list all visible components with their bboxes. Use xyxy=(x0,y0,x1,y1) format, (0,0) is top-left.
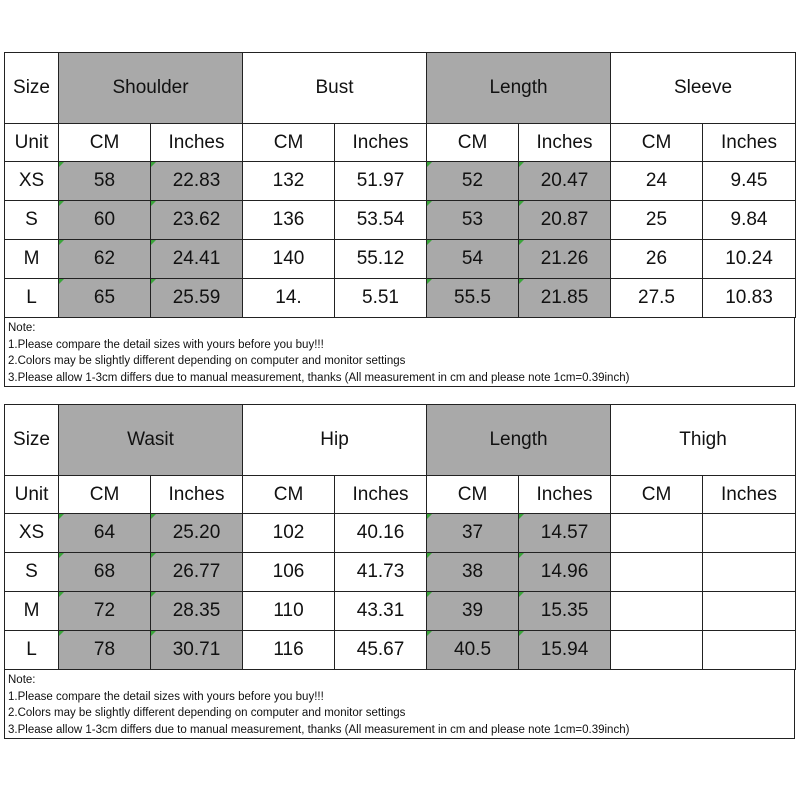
note-line: 1.Please compare the detail sizes with yours before you buy!!! xyxy=(8,338,324,351)
top-size-table xyxy=(4,52,796,318)
value-cell: 140 xyxy=(243,240,335,279)
value-cell: 136 xyxy=(243,201,335,240)
value-cell: 45.67 xyxy=(335,631,427,670)
size-cell: L xyxy=(5,631,59,670)
size-cell: S xyxy=(5,201,59,240)
value-cell: 9.45 xyxy=(703,162,796,201)
note-heading: Note: xyxy=(8,322,36,334)
value-cell: 65 xyxy=(59,279,151,318)
value-cell: 5.51 xyxy=(335,279,427,318)
value-cell: 116 xyxy=(243,631,335,670)
unit-cell: Inches xyxy=(335,124,427,162)
size-cell: L xyxy=(5,279,59,318)
unit-header: Unit xyxy=(5,476,59,514)
value-cell: 20.47 xyxy=(519,162,611,201)
note-heading: Note: xyxy=(8,674,36,686)
unit-cell: CM xyxy=(59,476,151,514)
value-cell: 15.94 xyxy=(519,631,611,670)
note-line: 3.Please allow 1-3cm differs due to manual measurement, thanks (All measurement in cm and please note 1cm=0.39inch) xyxy=(8,371,630,384)
size-header: Size xyxy=(5,53,59,124)
group-header-hip: Hip xyxy=(243,405,427,476)
value-cell: 55.12 xyxy=(335,240,427,279)
value-cell: 54 xyxy=(427,240,519,279)
group-header-bust: Bust xyxy=(243,53,427,124)
notes-box xyxy=(4,318,795,387)
unit-cell: CM xyxy=(59,124,151,162)
unit-cell: Inches xyxy=(703,124,796,162)
size-cell: M xyxy=(5,240,59,279)
value-cell: 55.5 xyxy=(427,279,519,318)
group-header-length: Length xyxy=(427,405,611,476)
value-cell: 10.24 xyxy=(703,240,796,279)
value-cell: 24 xyxy=(611,162,703,201)
note-line: 2.Colors may be slightly different depending on computer and monitor settings xyxy=(8,707,406,719)
value-cell: 64 xyxy=(59,514,151,553)
value-cell: 27.5 xyxy=(611,279,703,318)
unit-cell: CM xyxy=(611,124,703,162)
value-cell: 25 xyxy=(611,201,703,240)
group-header-wasit: Wasit xyxy=(59,405,243,476)
size-chart-top xyxy=(4,52,795,387)
table-row xyxy=(5,592,796,631)
unit-cell: CM xyxy=(243,476,335,514)
unit-cell: Inches xyxy=(151,124,243,162)
group-header-shoulder: Shoulder xyxy=(59,53,243,124)
size-cell: XS xyxy=(5,514,59,553)
group-header-thigh: Thigh xyxy=(611,405,796,476)
size-cell: S xyxy=(5,553,59,592)
value-cell xyxy=(611,514,703,553)
value-cell: 41.73 xyxy=(335,553,427,592)
value-cell: 15.35 xyxy=(519,592,611,631)
value-cell: 53.54 xyxy=(335,201,427,240)
unit-cell: Inches xyxy=(335,476,427,514)
value-cell: 38 xyxy=(427,553,519,592)
value-cell: 132 xyxy=(243,162,335,201)
value-cell: 10.83 xyxy=(703,279,796,318)
value-cell: 106 xyxy=(243,553,335,592)
unit-cell: Inches xyxy=(519,476,611,514)
value-cell: 110 xyxy=(243,592,335,631)
value-cell: 30.71 xyxy=(151,631,243,670)
table-row xyxy=(5,279,796,318)
table-row xyxy=(5,514,796,553)
bottom-size-table xyxy=(4,404,796,670)
value-cell: 60 xyxy=(59,201,151,240)
value-cell xyxy=(703,592,796,631)
table-row xyxy=(5,553,796,592)
value-cell: 40.16 xyxy=(335,514,427,553)
unit-cell: CM xyxy=(243,124,335,162)
note-line: 1.Please compare the detail sizes with yours before you buy!!! xyxy=(8,690,324,703)
table-row xyxy=(5,201,796,240)
unit-cell: CM xyxy=(427,476,519,514)
value-cell: 40.5 xyxy=(427,631,519,670)
value-cell: 53 xyxy=(427,201,519,240)
unit-cell: CM xyxy=(427,124,519,162)
note-line: 3.Please allow 1-3cm differs due to manual measurement, thanks (All measurement in cm and please note 1cm=0.39inch) xyxy=(8,723,630,736)
size-cell: M xyxy=(5,592,59,631)
table-row xyxy=(5,162,796,201)
value-cell xyxy=(611,553,703,592)
value-cell xyxy=(611,631,703,670)
value-cell: 52 xyxy=(427,162,519,201)
unit-header: Unit xyxy=(5,124,59,162)
value-cell: 62 xyxy=(59,240,151,279)
value-cell: 72 xyxy=(59,592,151,631)
table-row xyxy=(5,240,796,279)
value-cell xyxy=(703,553,796,592)
note-line: 2.Colors may be slightly different depending on computer and monitor settings xyxy=(8,355,406,367)
value-cell: 39 xyxy=(427,592,519,631)
value-cell: 25.59 xyxy=(151,279,243,318)
value-cell: 78 xyxy=(59,631,151,670)
value-cell: 14.57 xyxy=(519,514,611,553)
value-cell: 68 xyxy=(59,553,151,592)
group-header-sleeve: Sleeve xyxy=(611,53,796,124)
unit-cell: Inches xyxy=(703,476,796,514)
value-cell: 24.41 xyxy=(151,240,243,279)
value-cell xyxy=(611,592,703,631)
size-cell: XS xyxy=(5,162,59,201)
value-cell: 102 xyxy=(243,514,335,553)
unit-cell: Inches xyxy=(519,124,611,162)
value-cell: 26 xyxy=(611,240,703,279)
value-cell: 14.96 xyxy=(519,553,611,592)
value-cell: 28.35 xyxy=(151,592,243,631)
table-row xyxy=(5,631,796,670)
group-header-length: Length xyxy=(427,53,611,124)
value-cell: 58 xyxy=(59,162,151,201)
notes-box xyxy=(4,670,795,739)
value-cell: 21.26 xyxy=(519,240,611,279)
size-chart-bottom xyxy=(4,404,795,739)
unit-cell: CM xyxy=(611,476,703,514)
value-cell: 21.85 xyxy=(519,279,611,318)
value-cell: 14. xyxy=(243,279,335,318)
value-cell: 43.31 xyxy=(335,592,427,631)
value-cell: 9.84 xyxy=(703,201,796,240)
value-cell: 23.62 xyxy=(151,201,243,240)
unit-cell: Inches xyxy=(151,476,243,514)
value-cell: 26.77 xyxy=(151,553,243,592)
value-cell: 22.83 xyxy=(151,162,243,201)
value-cell: 51.97 xyxy=(335,162,427,201)
value-cell xyxy=(703,631,796,670)
value-cell: 20.87 xyxy=(519,201,611,240)
size-header: Size xyxy=(5,405,59,476)
value-cell xyxy=(703,514,796,553)
value-cell: 37 xyxy=(427,514,519,553)
value-cell: 25.20 xyxy=(151,514,243,553)
